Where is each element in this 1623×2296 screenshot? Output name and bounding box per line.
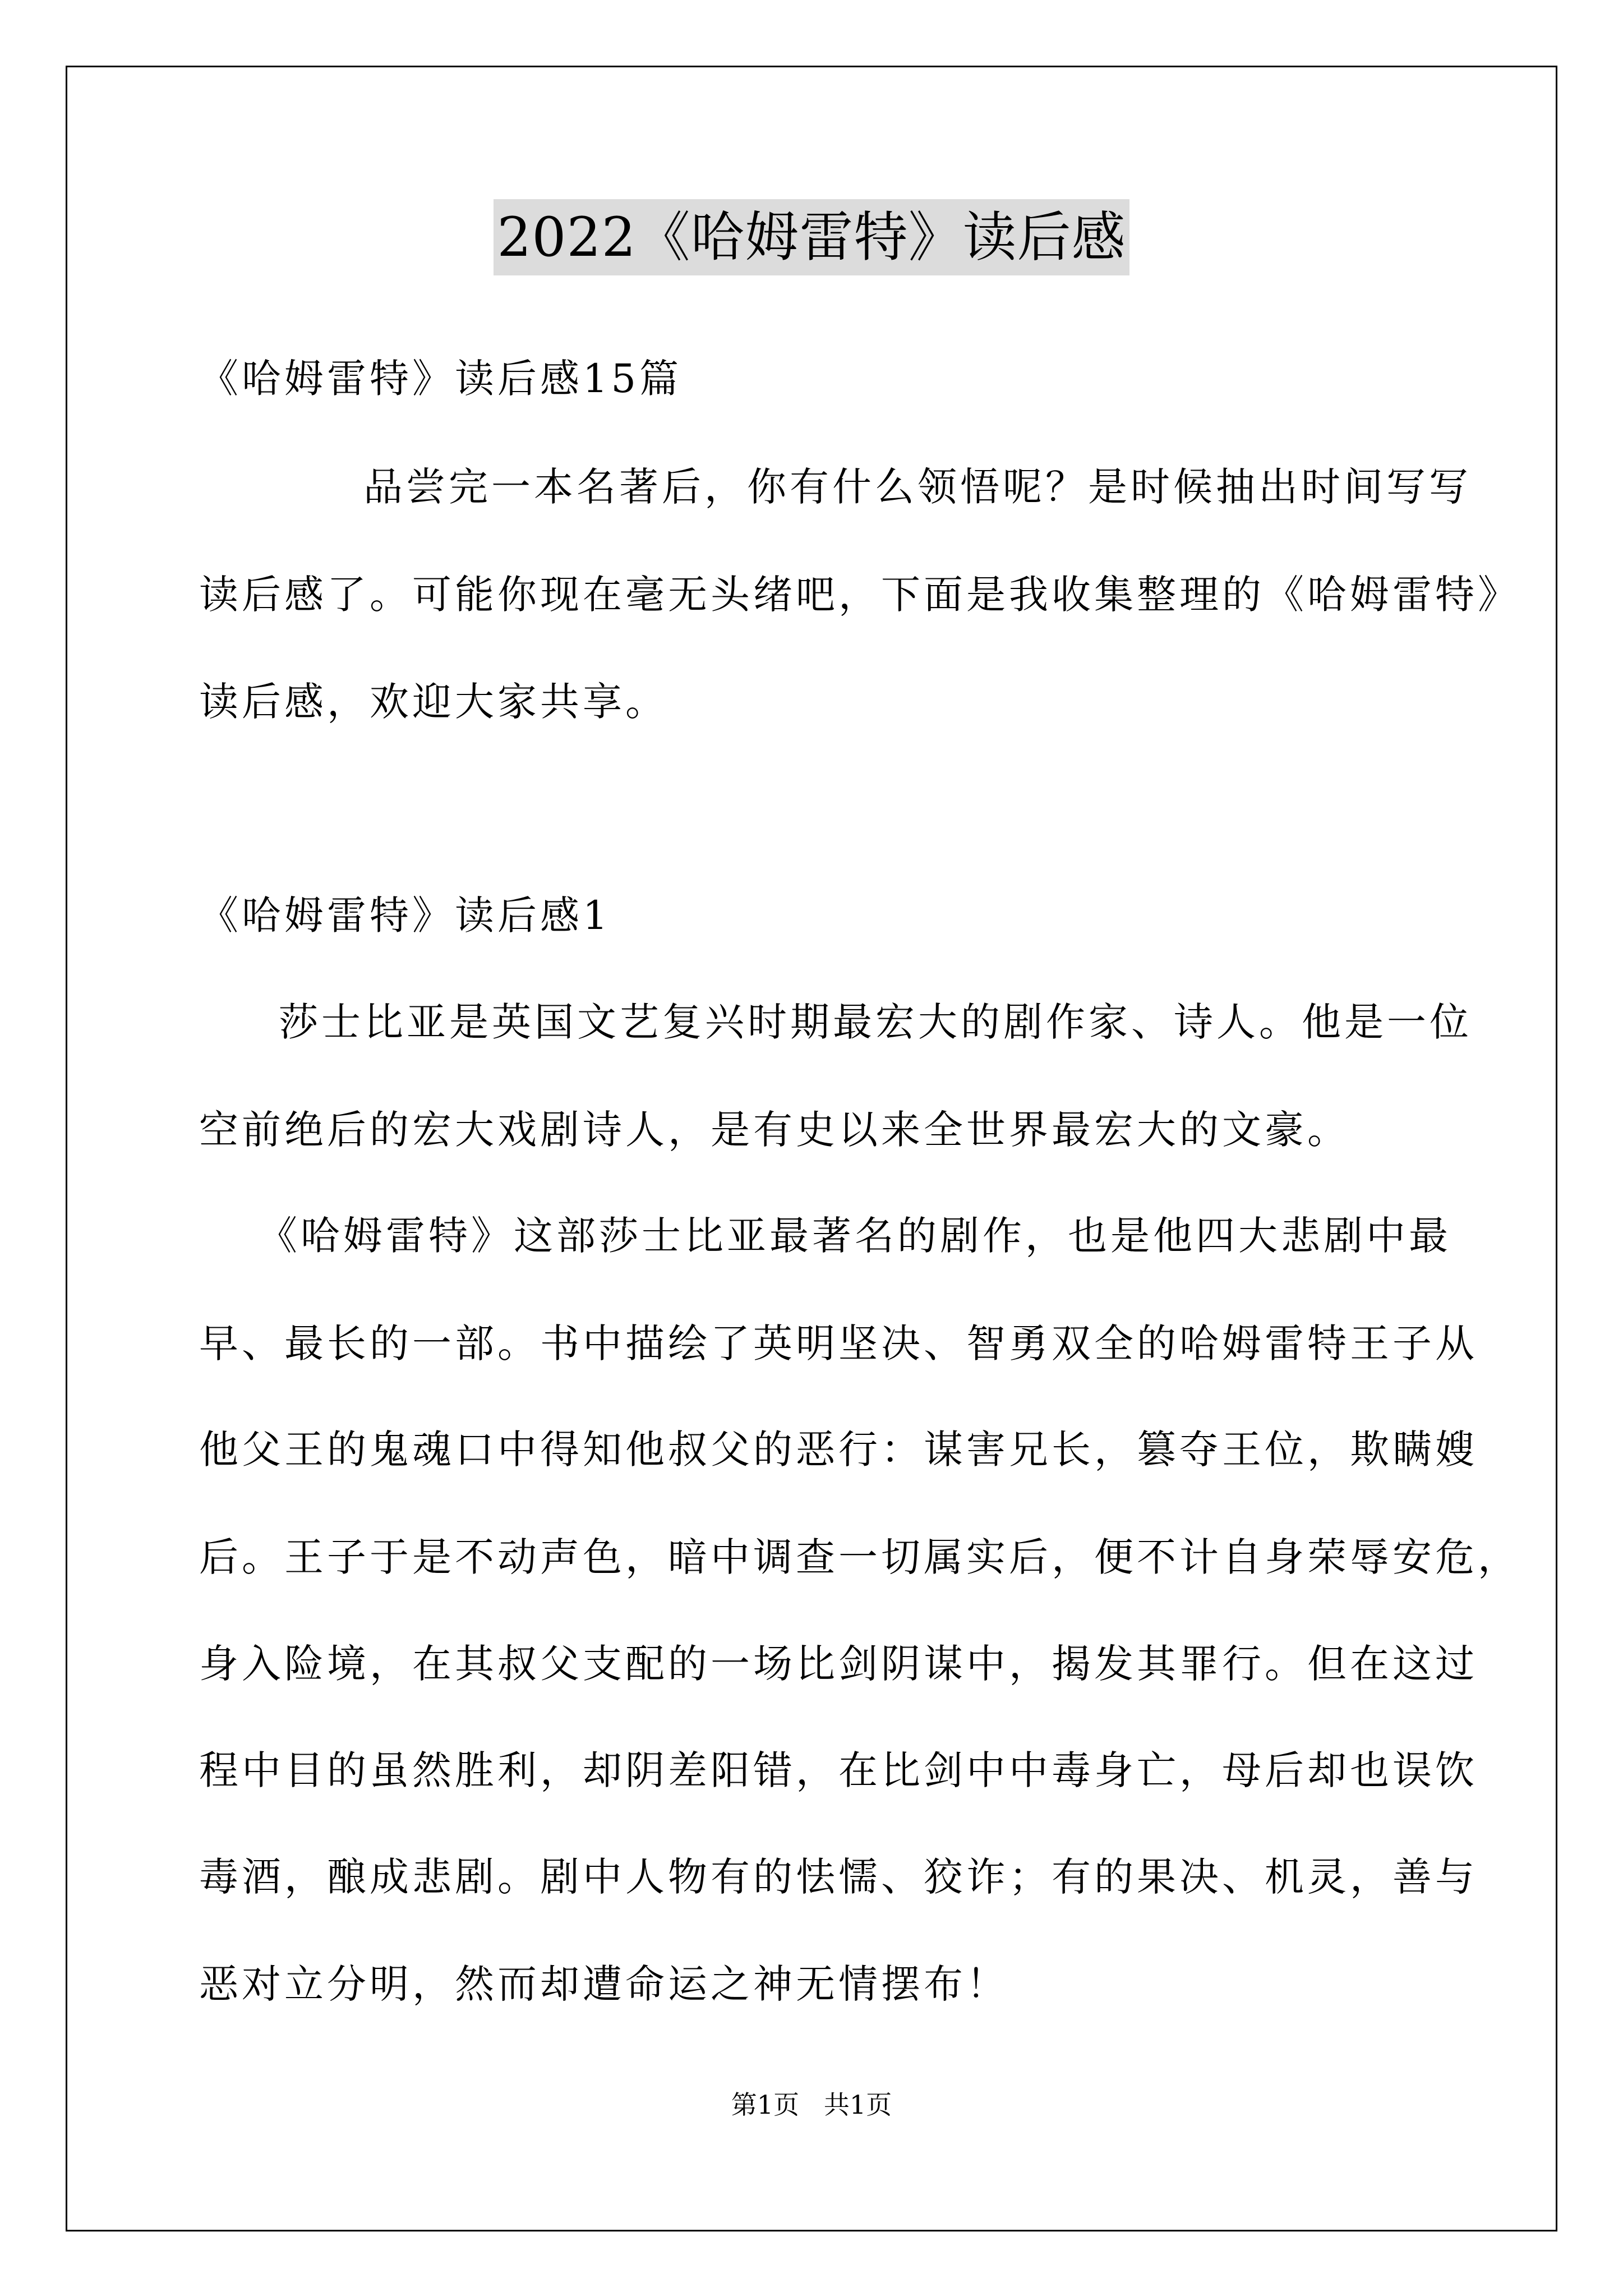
paragraph2-line-3: 他父王的鬼魂口中得知他叔父的恶行：谋害兄长，篡夺王位，欺瞒嫂 (199, 1427, 1478, 1473)
paragraph1-line-1: 莎士比亚是英国文艺复兴时期最宏大的剧作家、诗人。他是一位 (279, 999, 1472, 1045)
paragraph2-line-7: 毒酒，酿成悲剧。剧中人物有的怯懦、狡诈；有的果决、机灵，善与 (199, 1854, 1478, 1900)
intro-line-3: 读后感，欢迎大家共享。 (199, 679, 668, 725)
paragraph2-line-6: 程中目的虽然胜利，却阴差阳错，在比剑中中毒身亡，母后却也误饮 (199, 1747, 1478, 1793)
paragraph2-line-4: 后。王子于是不动声色，暗中调查一切属实后，便不计自身荣辱安危， (199, 1534, 1520, 1580)
intro-line-2: 读后感了。可能你现在毫无头绪吧，下面是我收集整理的《哈姆雷特》 (199, 572, 1520, 618)
intro-line-1: 品尝完一本名著后，你有什么领悟呢？是时候抽出时间写写 (363, 464, 1472, 510)
title-wrapper (0, 199, 1623, 275)
paragraph1-line-2: 空前绝后的宏大戏剧诗人，是有史以来全世界最宏大的文豪。 (199, 1107, 1350, 1153)
paragraph2-line-5: 身入险境，在其叔父支配的一场比剑阴谋中，揭发其罪行。但在这过 (199, 1641, 1478, 1687)
subtitle: 《哈姆雷特》读后感15篇 (199, 356, 683, 402)
document-title: 2022《哈姆雷特》读后感 (494, 199, 1129, 275)
paragraph2-line-8: 恶对立分明，然而却遭命运之神无情摆布！ (199, 1961, 1009, 2007)
paragraph2-line-2: 早、最长的一部。书中描绘了英明坚决、智勇双全的哈姆雷特王子从 (199, 1320, 1478, 1366)
page-footer: 第1页 共1页 (731, 2090, 892, 2120)
section-heading: 《哈姆雷特》读后感1 (199, 892, 611, 938)
paragraph2-line-1: 《哈姆雷特》这部莎士比亚最著名的剧作，也是他四大悲剧中最 (258, 1213, 1451, 1259)
